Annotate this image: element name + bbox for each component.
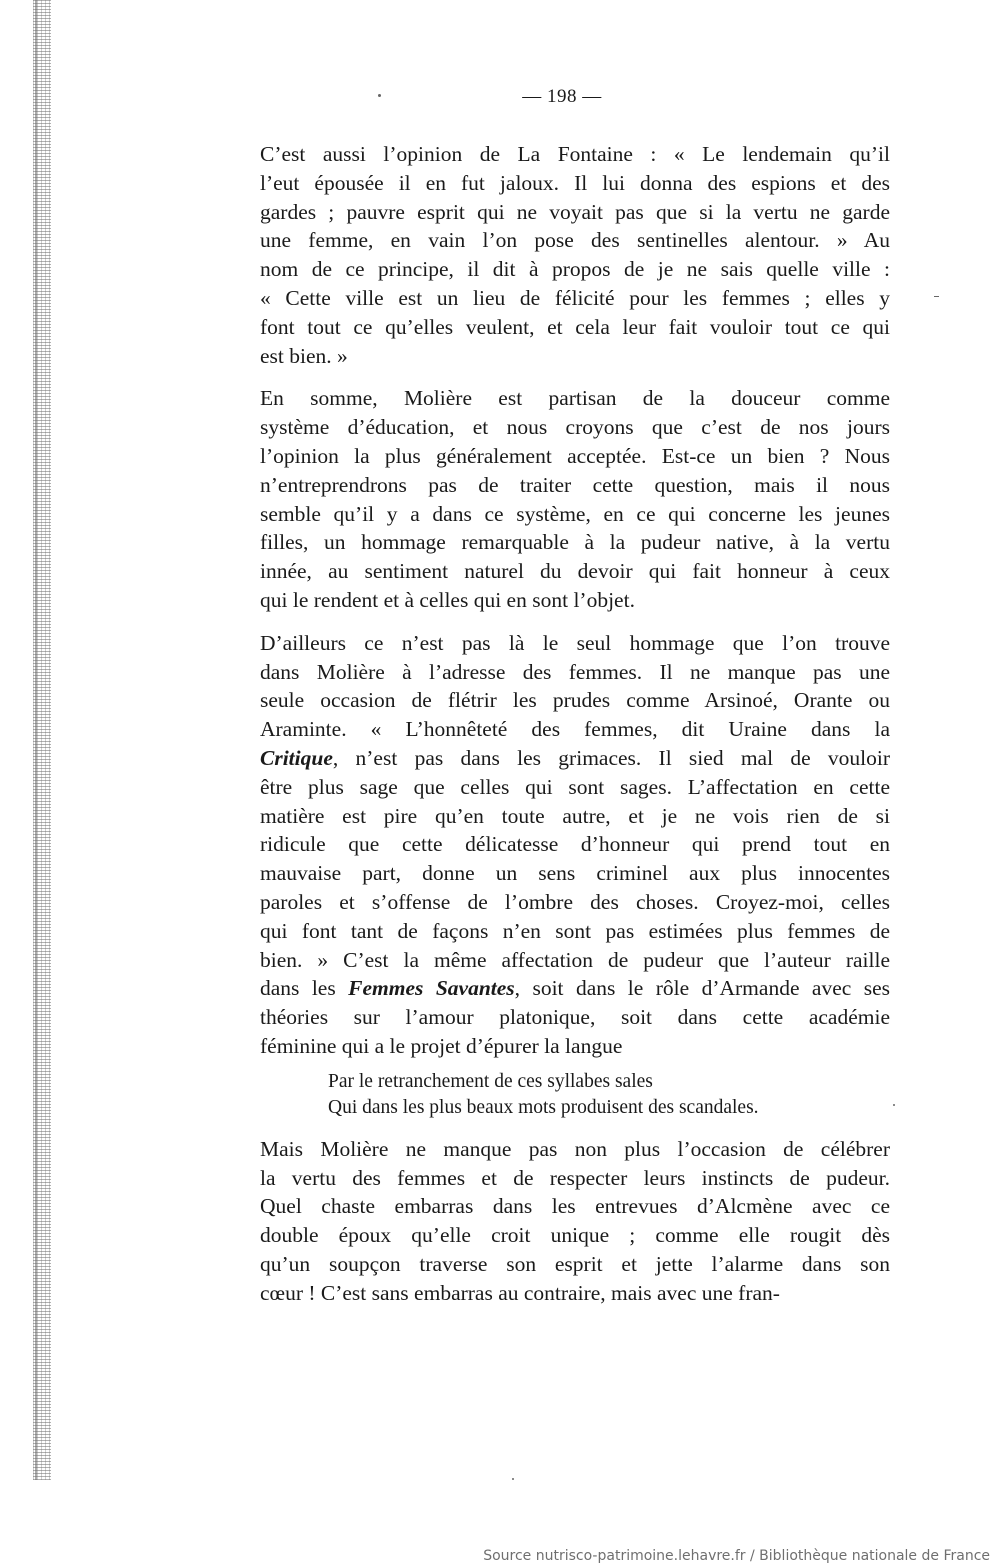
paragraph-2 <box>242 384 890 614</box>
text-line: ridicule que cette délicatesse d’honneur qui prend tout en <box>260 832 890 857</box>
paragraph-1 <box>242 140 890 370</box>
text-line: qui le rendent et à celles qui en sont l’objet. <box>260 587 635 612</box>
text-line: semble qu’il y a dans ce système, en ce qui concerne les jeunes <box>260 501 890 526</box>
text-line: bien. » C’est la même affectation de pudeur que l’auteur raille <box>260 947 890 972</box>
text-line: D’ailleurs ce n’est pas là le seul hommage que l’on trouve <box>260 630 890 655</box>
text-line: Mais Molière ne manque pas non plus l’occasion de célébrer <box>260 1136 890 1161</box>
text-line: l’opinion la plus généralement acceptée. Est-ce un bien ? Nous <box>260 443 890 468</box>
text-line: matière est pire qu’en toute autre, et je ne vois rien de si <box>260 803 890 828</box>
source-attribution: Source nutrisco-patrimoine.lehavre.fr / Bibliothèque nationale de France <box>483 1548 990 1564</box>
text-line: double époux qu’elle croit unique ; comme elle rougit dès <box>260 1223 890 1248</box>
text-line: nom de ce principe, il dit à propos de je ne sais quelle ville : <box>260 257 890 282</box>
text-line: est bien. » <box>260 343 348 368</box>
page-body <box>242 140 890 1307</box>
verse-quotation <box>328 1069 890 1121</box>
text-line: théories sur l’amour platonique, soit dans cette académie <box>260 1005 890 1030</box>
text-line: n’entreprendrons pas de traiter cette question, mais il nous <box>260 472 890 497</box>
text-line: être plus sage que celles qui sont sages. L’affectation en cette <box>260 774 890 799</box>
verse-line: Par le retranchement de ces syllabes sales <box>328 1070 653 1092</box>
text-line: dans les Femmes Savantes, soit dans le rôle d’Armande avec ses <box>260 976 890 1001</box>
text-line: qu’un soupçon traverse son esprit et jette l’alarme dans son <box>260 1251 890 1276</box>
text-line: l’eut épousée il en fut jaloux. Il lui donna des espions et des <box>260 170 890 195</box>
verse-line: Qui dans les plus beaux mots produisent des scandales. <box>328 1096 759 1118</box>
text-line: seule occasion de flétrir les prudes comme Arsinoé, Orante ou <box>260 688 890 713</box>
text-line: une femme, en vain l’on pose des sentinelles alentour. » Au <box>260 228 890 253</box>
text-line: dans Molière à l’adresse des femmes. Il ne manque pas une <box>260 659 890 684</box>
text-line: cœur ! C’est sans embarras au contraire, mais avec une fran- <box>260 1280 780 1305</box>
scan-speck <box>893 1104 895 1106</box>
text-line: En somme, Molière est partisan de la douceur comme <box>260 386 890 411</box>
text-line: système d’éducation, et nous croyons que c’est de nos jours <box>260 415 890 440</box>
scan-speck <box>512 1478 514 1480</box>
text-line: « Cette ville est un lieu de félicité pour les femmes ; elles y <box>260 285 890 310</box>
page-number: — 198 — <box>522 86 602 107</box>
text-line: innée, au sentiment naturel du devoir qui fait honneur à ceux <box>260 559 890 584</box>
text-line: Quel chaste embarras dans les entrevues d’Alcmène avec ce <box>260 1194 890 1219</box>
paragraph-4 <box>242 1135 890 1308</box>
text-line: féminine qui a le projet d’épurer la langue <box>260 1033 623 1058</box>
scan-binding-edge <box>33 0 51 1480</box>
text-line: font tout ce qu’elles veulent, et cela leur fait vouloir tout ce qui <box>260 314 890 339</box>
text-line: Araminte. « L’honnêteté des femmes, dit Uraine dans la <box>260 717 890 742</box>
scan-speck <box>934 296 939 297</box>
paragraph-3 <box>242 629 890 1061</box>
text-line: paroles et s’offense de l’ombre des choses. Croyez-moi, celles <box>260 889 890 914</box>
text-line: Critique, n’est pas dans les grimaces. Il sied mal de vouloir <box>260 745 890 770</box>
scan-speck <box>378 94 381 97</box>
text-line: la vertu des femmes et de respecter leurs instincts de pudeur. <box>260 1165 890 1190</box>
text-line: C’est aussi l’opinion de La Fontaine : « Le lendemain qu’il <box>260 142 890 166</box>
italic-title: Femmes Savantes <box>348 976 515 1001</box>
text-line: gardes ; pauvre esprit qui ne voyait pas que si la vertu ne garde <box>260 199 890 224</box>
text-line: filles, un hommage remarquable à la pudeur native, à la vertu <box>260 530 890 555</box>
text-line: mauvaise part, donne un sens criminel aux plus innocentes <box>260 861 890 886</box>
italic-title: Critique <box>260 745 333 770</box>
text-line: qui font tant de façons n’en sont pas estimées plus femmes de <box>260 918 890 943</box>
